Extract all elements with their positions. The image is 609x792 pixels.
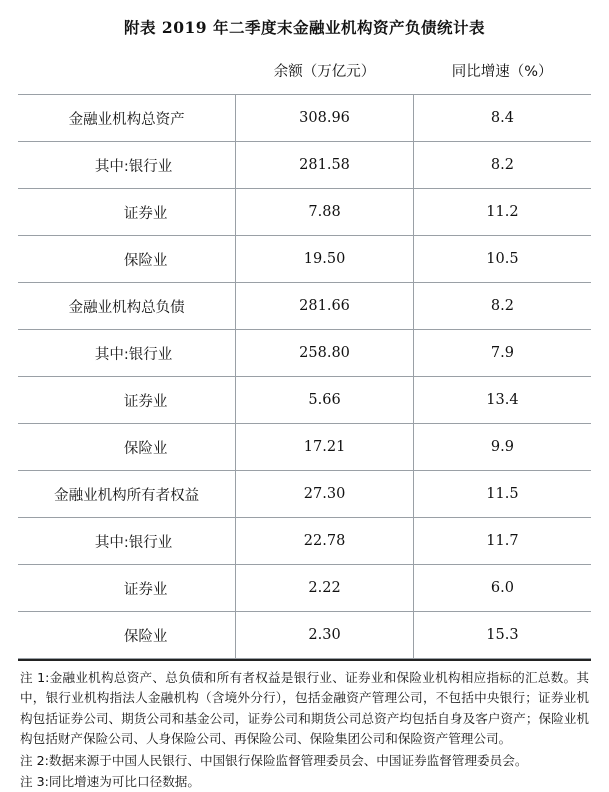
note-item: 注 3:同比增速为可比口径数据。 — [20, 773, 200, 789]
table-notes — [18, 661, 591, 792]
row-balance: 19.50 — [236, 236, 414, 283]
row-label: 其中:银行业 — [18, 518, 236, 565]
row-growth: 8.2 — [413, 142, 591, 189]
column-header-item — [18, 46, 236, 95]
row-growth: 8.4 — [413, 95, 591, 142]
table-row — [18, 518, 591, 565]
financial-statistics-table — [18, 46, 591, 659]
row-label: 其中:银行业 — [18, 330, 236, 377]
row-label: 金融业机构总资产 — [18, 95, 236, 142]
row-balance: 5.66 — [236, 377, 414, 424]
table-row — [18, 283, 591, 330]
table-row — [18, 142, 591, 189]
row-label: 证券业 — [18, 189, 236, 236]
table-row — [18, 95, 591, 142]
row-growth: 7.9 — [413, 330, 591, 377]
row-growth: 11.7 — [413, 518, 591, 565]
row-balance: 2.30 — [236, 612, 414, 659]
row-balance: 308.96 — [236, 95, 414, 142]
row-balance: 258.80 — [236, 330, 414, 377]
row-label: 保险业 — [18, 424, 236, 471]
row-growth: 15.3 — [413, 612, 591, 659]
row-balance: 27.30 — [236, 471, 414, 518]
row-label: 金融业机构所有者权益 — [18, 471, 236, 518]
table-header-row — [18, 46, 591, 95]
row-growth: 11.5 — [413, 471, 591, 518]
note-item: 注 2:数据来源于中国人民银行、中国银行保险监督管理委员会、中国证券监督管理委员会。 — [20, 752, 528, 768]
row-label: 其中:银行业 — [18, 142, 236, 189]
row-growth: 8.2 — [413, 283, 591, 330]
note-item: 注 1:金融业机构总资产、总负债和所有者权益是银行业、证券业和保险业机构相应指标的汇总数。其中，银行业机构指法人金融机构（含境外分行），包括金融资产管理公司，不包括中央银行；证券业机构包括证券公司、期货公司和基金公司，证券公司和期货公司总资产均包括自身及客户资产；保险业机构包括财产保险公司、人身保险公司、再保险公司、保险集团公司和保险资产管理公司。 — [20, 670, 589, 747]
row-growth: 10.5 — [413, 236, 591, 283]
row-balance: 22.78 — [236, 518, 414, 565]
row-growth: 9.9 — [413, 424, 591, 471]
row-growth: 6.0 — [413, 565, 591, 612]
table-row — [18, 612, 591, 659]
row-label: 证券业 — [18, 377, 236, 424]
table-row — [18, 565, 591, 612]
page-title: 附表 2019 年二季度末金融业机构资产负债统计表 — [124, 18, 485, 37]
row-balance: 17.21 — [236, 424, 414, 471]
row-label: 保险业 — [18, 236, 236, 283]
table-row — [18, 189, 591, 236]
column-header-balance: 余额（万亿元） — [236, 46, 414, 95]
column-header-growth: 同比增速（%） — [413, 46, 591, 95]
row-label: 保险业 — [18, 612, 236, 659]
row-balance: 2.22 — [236, 565, 414, 612]
table-row — [18, 471, 591, 518]
row-label: 金融业机构总负债 — [18, 283, 236, 330]
row-label: 证券业 — [18, 565, 236, 612]
table-row — [18, 330, 591, 377]
row-balance: 281.66 — [236, 283, 414, 330]
row-growth: 11.2 — [413, 189, 591, 236]
table-row — [18, 236, 591, 283]
row-balance: 281.58 — [236, 142, 414, 189]
row-growth: 13.4 — [413, 377, 591, 424]
row-balance: 7.88 — [236, 189, 414, 236]
table-row — [18, 424, 591, 471]
table-row — [18, 377, 591, 424]
table-body — [18, 95, 591, 659]
